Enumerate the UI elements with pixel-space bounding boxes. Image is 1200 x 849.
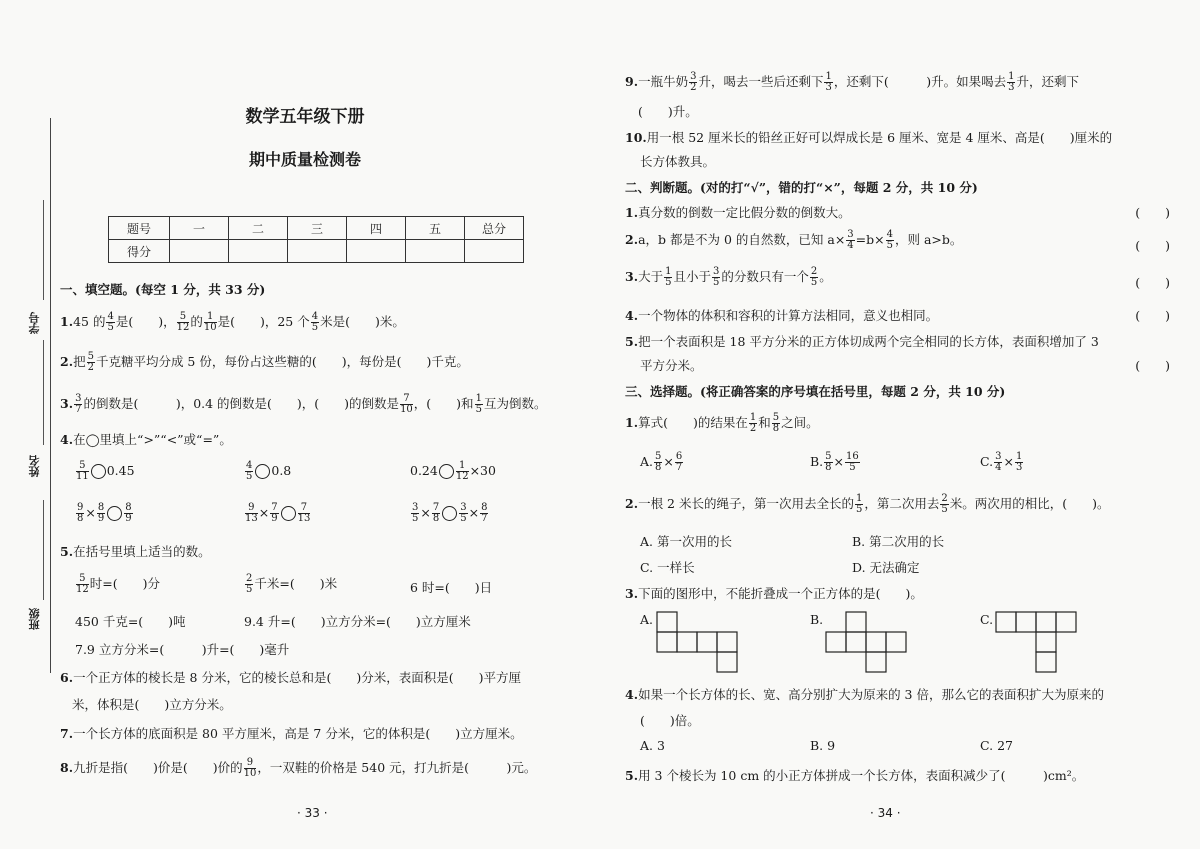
fraction: $\frac{5}{12}$ — [76, 573, 89, 595]
fraction: $\frac{5}{2}$ — [87, 351, 94, 373]
answer-paren[interactable]: ( ) — [1135, 358, 1170, 373]
score-header-cell: 三 — [288, 217, 347, 240]
fraction: $\frac{9}{13}$ — [245, 502, 258, 524]
score-row — [109, 240, 524, 263]
question-10: 10.用一根 52 厘米长的铅丝正好可以焊成长是 6 厘米、宽是 4 厘米、高是( )厘米的 — [625, 130, 1113, 145]
answer-paren[interactable]: ( ) — [1135, 275, 1170, 290]
convert-4: 450 千克=( )吨 — [75, 614, 186, 629]
right-page — [600, 0, 1200, 849]
class-label: 班级 — [28, 608, 41, 630]
score-row-label: 得分 — [109, 240, 170, 263]
choice-3-option-a-label[interactable]: A. — [640, 612, 654, 627]
compare-circle[interactable] — [91, 464, 106, 479]
compare-b1: $\frac{9}{8}$ × $\frac{8}{9}$ $\frac{8}{9}$ — [77, 502, 132, 524]
score-header-row — [109, 217, 524, 240]
fraction: $\frac{7}{9}$ — [271, 502, 278, 524]
score-header-cell: 总分 — [465, 217, 524, 240]
question-7: 7.一个长方体的底面积是 80 平方厘米，高是 7 分米，它的体积是( )立方厘米。 — [60, 726, 523, 741]
choice-2-option-b[interactable]: B. 第二次用的长 — [852, 534, 945, 549]
fraction: $\frac{3}{2}$ — [690, 71, 697, 93]
fraction: $\frac{1}{3}$ — [825, 71, 832, 93]
fraction: $\frac{1}{12}$ — [455, 460, 469, 482]
score-header-cell: 一 — [170, 217, 229, 240]
question-6: 6.一个正方体的棱长是 8 分米，它的棱长总和是( )分米，表面积是( )平方厘 — [60, 670, 521, 685]
fraction: $\frac{7}{8}$ — [432, 502, 440, 524]
fraction: $\frac{4}{5}$ — [107, 311, 114, 333]
score-cell[interactable] — [170, 240, 229, 263]
question-2: 2.把 $\frac{5}{2}$ 千克糖平均分成 5 份，每份占这些糖的( )，每份是( )千克。 — [60, 351, 469, 373]
compare-circle[interactable] — [439, 464, 454, 479]
fraction: $\frac{6}{7}$ — [675, 451, 683, 473]
score-cell[interactable] — [288, 240, 347, 263]
fraction: $\frac{3}{7}$ — [75, 393, 82, 415]
fraction: $\frac{5}{8}$ — [825, 451, 832, 473]
fraction: $\frac{1}{2}$ — [749, 412, 757, 434]
question-5: 5.在括号里填上适当的数。 — [60, 544, 211, 559]
fraction: $\frac{2}{5}$ — [246, 573, 253, 595]
choice-1-option-c[interactable]: C. $\frac{3}{4}$ × $\frac{1}{3}$ — [980, 451, 1023, 473]
fraction: $\frac{1}{3}$ — [1008, 71, 1015, 93]
name-label: 姓名 — [28, 455, 41, 477]
judge-4: 4.一个物体的体积和容积的计算方法相同，意义也相同。 ( ) — [625, 308, 1170, 323]
fraction: $\frac{8}{9}$ — [125, 502, 132, 524]
fraction: $\frac{3}{4}$ — [847, 229, 854, 251]
fraction: $\frac{16}{5}$ — [846, 451, 859, 473]
student-id-blank[interactable] — [43, 200, 44, 300]
compare-b2: $\frac{9}{13}$ × $\frac{7}{9}$ $\frac{7}{13}$ — [245, 502, 311, 524]
compare-a3: 0.24 $\frac{1}{12}$ ×30 — [410, 460, 496, 482]
question-9: 9.一瓶牛奶 $\frac{3}{2}$ 升，喝去一些后还剩下 $\frac{1}{3}$ ，还剩下( )升。如果喝去 $\frac{1}{3}$ 升，还剩下 — [625, 71, 1079, 93]
judge-5-cont: 平方分米。 ( ) — [640, 358, 1170, 373]
fraction: $\frac{5}{8}$ — [655, 451, 662, 473]
choice-2: 2.一根 2 米长的绳子，第一次用去全长的 $\frac{1}{5}$ ，第二次用去 $\frac{2}{5}$ 米。两次用的相比，( )。 — [625, 493, 1110, 515]
compare-b3: $\frac{3}{5}$ × $\frac{7}{8}$ $\frac{3}{5}$ × $\frac{8}{7}$ — [412, 502, 488, 524]
score-cell[interactable] — [347, 240, 406, 263]
answer-paren[interactable]: ( ) — [1135, 205, 1170, 220]
score-header-cell: 五 — [406, 217, 465, 240]
page-number: · 34 · — [870, 806, 901, 820]
question-8: 8.九折是指( )价是( )价的 $\frac{9}{10}$ ，一双鞋的价格是 540 元，打九折是( )元。 — [60, 757, 537, 779]
choice-4-option-c[interactable]: C. 27 — [980, 738, 1013, 753]
convert-5: 9.4 升=( )立方分米=( )立方厘米 — [244, 614, 471, 629]
score-header-cell: 四 — [347, 217, 406, 240]
compare-a1: $\frac{5}{11}$ 0.45 — [76, 460, 135, 482]
fraction: $\frac{8}{9}$ — [97, 502, 105, 524]
choice-2-option-c[interactable]: C. 一样长 — [640, 560, 695, 575]
score-table — [108, 216, 524, 263]
choice-1-option-a[interactable]: A. $\frac{5}{8}$ × $\frac{6}{7}$ — [640, 451, 683, 473]
fraction: $\frac{9}{10}$ — [243, 757, 257, 779]
section-2-heading: 二、判断题。(对的打“√”，错的打“×”，每题 2 分，共 10 分) — [625, 180, 978, 195]
fraction: $\frac{3}{5}$ — [412, 502, 419, 524]
fraction: $\frac{8}{7}$ — [481, 502, 488, 524]
choice-2-option-a[interactable]: A. 第一次用的长 — [640, 534, 732, 549]
fraction: $\frac{4}{5}$ — [311, 311, 319, 333]
choice-3-option-b-label[interactable]: B. — [810, 612, 824, 627]
fraction: $\frac{2}{5}$ — [810, 266, 818, 288]
cube-net-b[interactable] — [826, 612, 906, 675]
answer-paren[interactable]: ( ) — [1135, 238, 1170, 253]
cube-net-c[interactable] — [996, 612, 1076, 675]
choice-4-cont: ( )倍。 — [640, 713, 700, 728]
choice-3-option-c-label[interactable]: C. — [980, 612, 994, 627]
question-1: 1.45 的 $\frac{4}{5}$ 是( )， $\frac{5}{12}$ 的 $\frac{1}{10}$ 是( )，25 个 $\frac{4}{5}$ 米是( )米。 — [60, 311, 405, 333]
question-4: 4.在◯里填上“>”“<”或“=”。 — [60, 432, 232, 447]
question-9-cont: ( )升。 — [638, 104, 698, 119]
choice-4-option-a[interactable]: A. 3 — [640, 738, 665, 753]
judge-1: 1.真分数的倒数一定比假分数的倒数大。 ( ) — [625, 205, 1170, 220]
fraction: $\frac{7}{10}$ — [400, 393, 413, 415]
fraction: $\frac{9}{8}$ — [77, 502, 84, 524]
fraction: $\frac{1}{3}$ — [1015, 451, 1023, 473]
student-id-label: 学号 — [28, 312, 41, 334]
cube-net-a[interactable] — [657, 612, 737, 675]
fraction: $\frac{5}{11}$ — [76, 460, 89, 482]
section-1-heading: 一、填空题。(每空 1 分，共 33 分) — [60, 282, 266, 297]
fraction: $\frac{7}{13}$ — [297, 502, 311, 524]
fraction: $\frac{5}{8}$ — [772, 412, 780, 434]
score-cell[interactable] — [229, 240, 288, 263]
convert-3: 6 时=( )日 — [410, 580, 493, 595]
fraction: $\frac{1}{10}$ — [203, 311, 217, 333]
question-6-cont: 米，体积是( )立方分米。 — [72, 697, 232, 712]
fraction: $\frac{2}{5}$ — [941, 493, 948, 515]
score-cell[interactable] — [406, 240, 465, 263]
compare-a2: $\frac{4}{5}$ 0.8 — [246, 460, 292, 482]
class-blank[interactable] — [43, 500, 44, 600]
convert-2: $\frac{2}{5}$ 千米=( )米 — [246, 573, 338, 595]
section-3-heading: 三、选择题。(将正确答案的序号填在括号里，每题 2 分，共 10 分) — [625, 384, 1006, 399]
convert-1: $\frac{5}{12}$ 时=( )分 — [76, 573, 160, 595]
judge-3: 3.大于 $\frac{1}{5}$ 且小于 $\frac{3}{5}$ 的分数只有一个 $\frac{2}{5}$ 。 ( ) — [625, 266, 1170, 290]
score-header-cell: 二 — [229, 217, 288, 240]
exam-subtitle: 期中质量检测卷 — [248, 150, 361, 169]
exam-title: 数学五年级下册 — [245, 107, 365, 127]
question-10-cont: 长方体教具。 — [640, 154, 716, 169]
compare-circle[interactable] — [442, 506, 457, 521]
answer-paren[interactable]: ( ) — [1135, 308, 1170, 323]
compare-circle[interactable] — [281, 506, 296, 521]
fraction: $\frac{3}{4}$ — [995, 451, 1002, 473]
fraction: $\frac{1}{5}$ — [475, 393, 482, 415]
judge-2: 2.a，b 都是不为 0 的自然数，已知 a× $\frac{3}{4}$ =b× $\frac{4}{5}$ ，则 a>b。 ( ) — [625, 229, 1170, 253]
choice-4-option-b[interactable]: B. 9 — [810, 738, 836, 753]
convert-6: 7.9 立方分米=( )升=( )毫升 — [75, 642, 290, 657]
fraction: $\frac{4}{5}$ — [886, 229, 893, 251]
compare-circle[interactable] — [107, 506, 122, 521]
name-blank[interactable] — [43, 340, 44, 445]
binding-line — [50, 118, 51, 673]
fraction: $\frac{3}{5}$ — [712, 266, 720, 288]
score-cell[interactable] — [465, 240, 524, 263]
judge-5: 5.把一个表面积是 18 平方分米的正方体切成两个完全相同的长方体，表面积增加了 3 — [625, 334, 1099, 349]
fraction: $\frac{4}{5}$ — [246, 460, 253, 482]
choice-3: 3.下面的图形中，不能折叠成一个正方体的是( )。 — [625, 586, 923, 601]
fraction: $\frac{1}{5}$ — [855, 493, 863, 515]
compare-circle[interactable] — [255, 464, 270, 479]
page-number: · 33 · — [297, 806, 328, 820]
score-header-cell: 题号 — [109, 217, 170, 240]
fraction: $\frac{5}{12}$ — [176, 311, 190, 333]
fraction: $\frac{1}{5}$ — [665, 266, 672, 288]
choice-5: 5.用 3 个棱长为 10 cm 的小正方体拼成一个长方体，表面积减少了( )cm²。 — [625, 768, 1085, 783]
choice-4: 4.如果一个长方体的长、宽、高分别扩大为原来的 3 倍，那么它的表面积扩大为原来的 — [625, 687, 1104, 702]
question-3: 3. $\frac{3}{7}$ 的倒数是( )，0.4 的倒数是( )，( )的倒数是 $\frac{7}{10}$ ，( )和 $\frac{1}{5}$ 互为倒数。 — [60, 393, 547, 415]
choice-2-option-d[interactable]: D. 无法确定 — [852, 560, 920, 575]
choice-1-option-b[interactable]: B. $\frac{5}{8}$ × $\frac{16}{5}$ — [810, 451, 859, 473]
fraction: $\frac{3}{5}$ — [460, 502, 467, 524]
choice-1: 1.算式( )的结果在 $\frac{1}{2}$ 和 $\frac{5}{8}$ 之间。 — [625, 412, 819, 434]
